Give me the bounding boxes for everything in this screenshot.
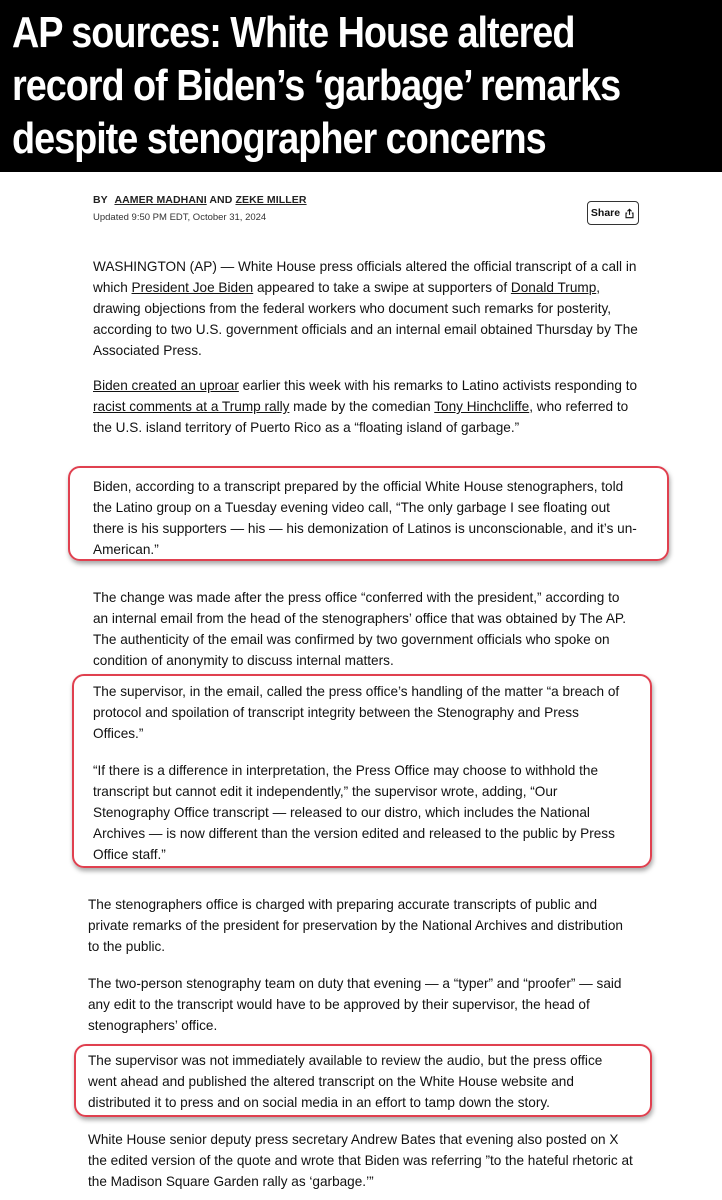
share-button-label: Share: [590, 207, 621, 219]
share-button[interactable]: [587, 201, 639, 225]
paragraph-2-text-a: earlier this week with his remarks to Latino activists responding to: [238, 378, 638, 393]
paragraph-10: White House senior deputy press secretary Andrew Bates that evening also posted on X the edited version of the quote and wrote that Biden was referring ”to the hateful rhetoric at the Madison Square Garden rally as ‘garbage.’”: [88, 1132, 633, 1189]
paragraph-6-highlighted: “If there is a difference in interpretation, the Press Office may choose to withhold the transcript but cannot edit it independently,” the supervisor wrote, adding, “Our Stenography Office transcript — released to our distro, which includes the National Archives — is now different than the version edited and released to the public by Press Office staff.”: [93, 763, 615, 862]
paragraph-8: The two-person stenography team on duty that evening — a “typer” and “proofer” — said any edit to the transcript would have to be approved by their supervisor, the head of stenographers’ office.: [88, 976, 622, 1033]
link-president-joe-biden[interactable]: President Joe Biden: [131, 280, 254, 295]
headline-line-1: AP sources: White House altered: [12, 8, 575, 57]
headline-line-2: record of Biden’s ‘garbage’ remarks: [12, 61, 621, 110]
link-tony-hinchcliffe[interactable]: Tony Hinchcliffe: [434, 399, 530, 414]
author-link-1[interactable]: AAMER MADHANI: [114, 194, 207, 206]
link-donald-trump[interactable]: Donald Trump: [510, 280, 597, 295]
author-link-2[interactable]: ZEKE MILLER: [235, 194, 307, 206]
paragraph-2-text-b: made by the comedian: [289, 399, 435, 414]
updated-timestamp: Updated 9:50 PM EDT, October 31, 2024: [93, 212, 267, 223]
headline-line-3: despite stenographer concerns: [12, 114, 546, 163]
headline-banner: [0, 0, 722, 172]
paragraph-7: The stenographers office is charged with preparing accurate transcripts of public and private remarks of the president for preservation by the National Archives and distribution to the public.: [88, 897, 623, 954]
paragraph-2: [93, 375, 638, 438]
link-biden-created-uproar[interactable]: Biden created an uproar: [93, 378, 239, 393]
paragraph-1-text-a: WASHINGTON (AP) — White House press officials altered the official transcript of a call in which: [93, 259, 637, 295]
paragraph-1-text-c: , drawing objections from the federal workers who document such remarks for posterity, according to two U.S. government officials and an internal email obtained Thursday by The Associated Press.: [93, 280, 638, 358]
byline-and: AND: [209, 194, 233, 206]
byline: [93, 194, 307, 206]
paragraph-4: The change was made after the press office “conferred with the president,” according to an internal email from the head of the stenographers’ office that was obtained by The AP. The authenticity of the email was confirmed by two government officials who spoke on condition of anonymity to discuss internal matters.: [93, 590, 627, 668]
paragraph-1-text-b: appeared to take a swipe at supporters of: [253, 280, 511, 295]
paragraph-1: [93, 256, 638, 361]
headline: [12, 6, 717, 165]
share-icon: [624, 208, 635, 219]
paragraph-5-highlighted: The supervisor, in the email, called the press office’s handling of the matter “a breach of protocol and spoilation of transcript integrity between the Stenography and Press Offices.”: [93, 684, 620, 741]
paragraph-3-highlighted-quote: Biden, according to a transcript prepared by the official White House stenographers, told the Latino group on a Tuesday evening video call, “The only garbage I see floating out there is his supporters — his — his demonization of Latinos is unconscionable, and it’s un-American.”: [93, 479, 637, 557]
paragraph-2-text-c: , who referred to the U.S. island territory of Puerto Rico as a “floating island of garbage.”: [93, 399, 629, 435]
byline-by: BY: [93, 194, 108, 206]
link-racist-comments[interactable]: racist comments at a Trump rally: [93, 399, 290, 414]
paragraph-9-highlighted: The supervisor was not immediately available to review the audio, but the press office went ahead and published the altered transcript on the White House website and distributed it to press and on social media in an effort to tamp down the story.: [88, 1053, 603, 1110]
